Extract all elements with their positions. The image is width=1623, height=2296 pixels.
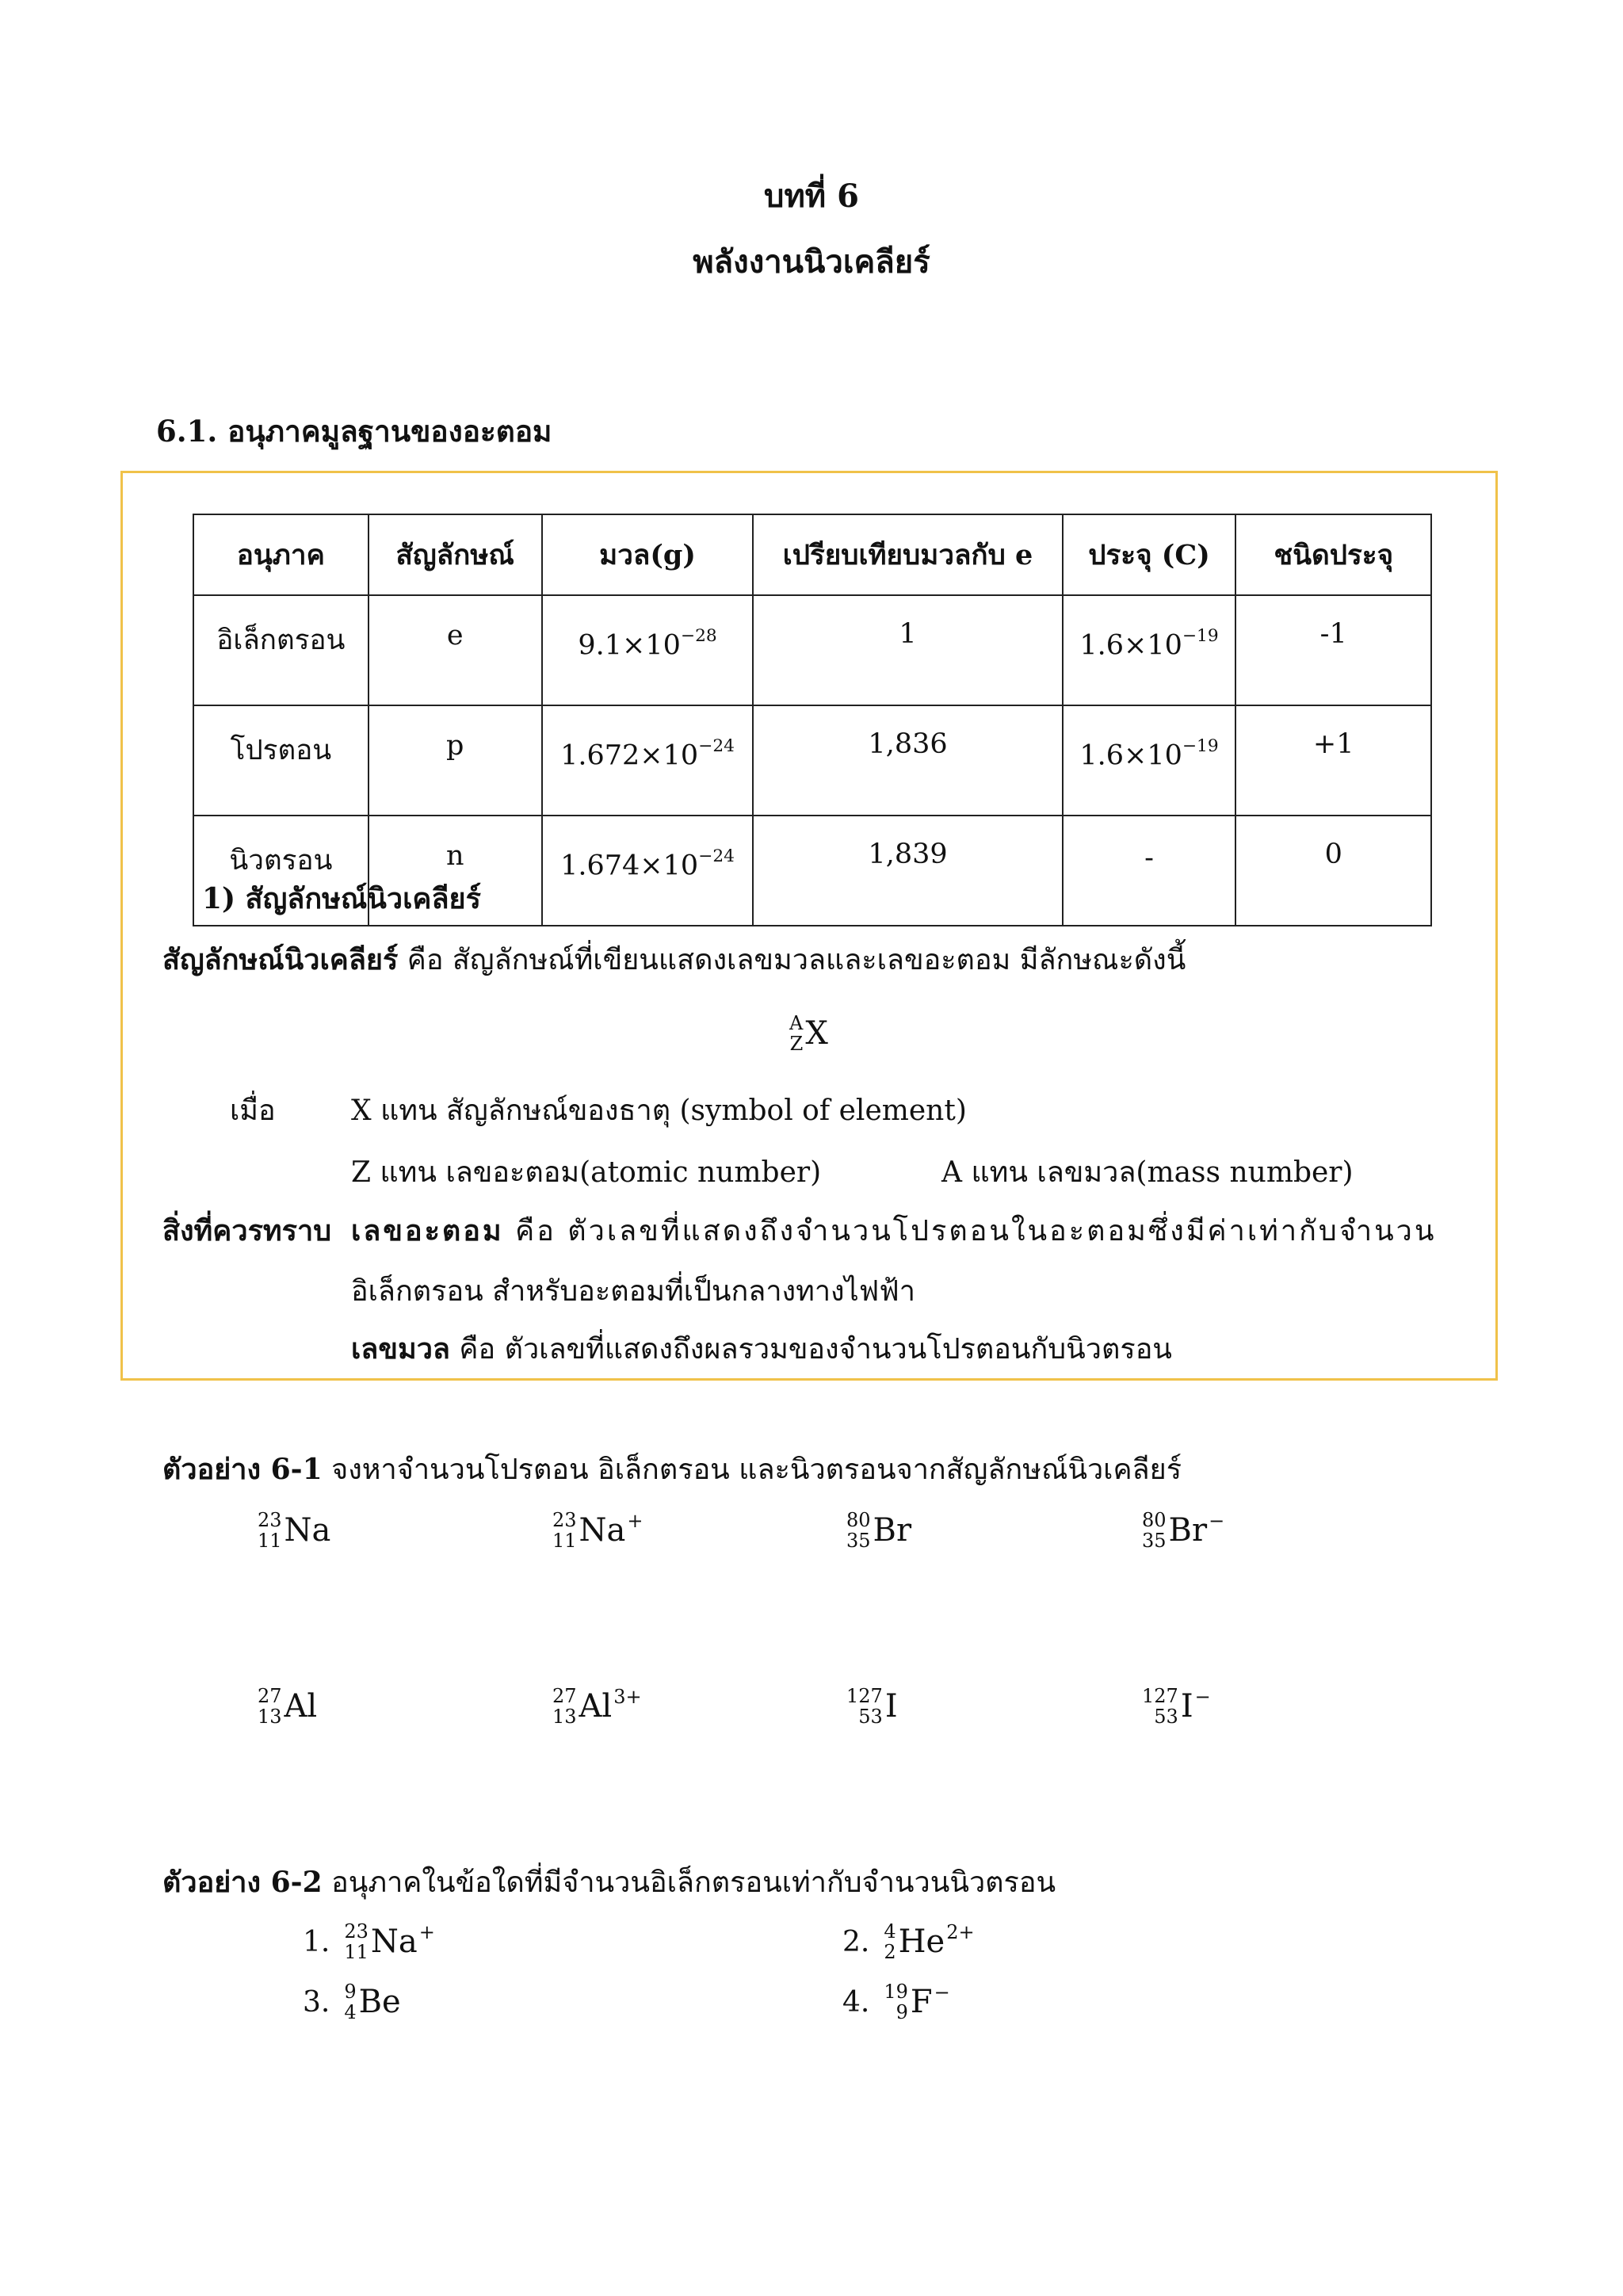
mass-number-definition — [351, 1326, 1172, 1371]
note-label: สิ่งที่ควรทราบ — [162, 1214, 332, 1247]
atomic-number: 13 — [258, 1706, 282, 1728]
mass-number: 127 — [846, 1685, 883, 1707]
cell-charge-type: 0 — [1235, 816, 1431, 926]
cell-ratio: 1 — [753, 595, 1062, 705]
col-header-mass: มวล(g) — [542, 514, 754, 595]
mass-text: คือ ตัวเลขที่แสดงถึงผลรวมของจำนวนโปรตอนกับนิวตรอน — [449, 1333, 1172, 1366]
element-symbol: Al — [284, 1688, 318, 1725]
element-symbol: I — [884, 1688, 898, 1725]
chapter-title: พลังงานนิวเคลียร์ — [693, 243, 930, 281]
atomic-number: 53 — [1154, 1706, 1178, 1728]
table-row — [193, 595, 1431, 705]
a-description: A แทน เลขมวล(mass number) — [941, 1156, 1354, 1189]
element-symbol: F — [910, 1984, 933, 2020]
atomic-number-definition-cont: อิเล็กตรอน สำหรับอะตอมที่เป็นกลางทางไฟฟ้า — [351, 1275, 915, 1308]
option-1 — [303, 1921, 435, 1962]
option-number: 2. — [842, 1925, 870, 1958]
example-1-prompt — [162, 1446, 1182, 1492]
cell-mass — [542, 816, 754, 926]
z-description: Z แทน เลขอะตอม(atomic number) — [351, 1156, 822, 1189]
ion-charge: + — [627, 1510, 643, 1532]
definition-term: สัญลักษณ์นิวเคลียร์ — [162, 943, 399, 976]
table-row — [193, 705, 1431, 816]
mass-exponent: −24 — [698, 736, 735, 756]
col-header-particle: อนุภาค — [193, 514, 369, 595]
mass-number: 80 — [846, 1509, 871, 1531]
nuclide — [1142, 1686, 1211, 1727]
cell-particle: อิเล็กตรอน — [193, 595, 369, 705]
mass-term: เลขมวล — [351, 1332, 450, 1366]
element-symbol: He — [898, 1924, 945, 1960]
mass-number: 27 — [552, 1685, 577, 1707]
element-symbol: Na — [370, 1924, 418, 1960]
cell-symbol: n — [369, 816, 542, 926]
nuclear-symbol-definition — [162, 937, 1186, 982]
when-label: เมื่อ — [230, 1095, 276, 1127]
cell-charge — [1063, 595, 1236, 705]
mass-number: 127 — [1142, 1685, 1178, 1707]
element-symbol: Br — [1168, 1512, 1208, 1549]
mass-exponent: −28 — [680, 626, 717, 646]
nuclide — [846, 1510, 913, 1551]
example-1-text: จงหาจำนวนโปรตอน อิเล็กตรอน และนิวตรอนจากสัญลักษณ์นิวเคลียร์ — [322, 1454, 1182, 1486]
element-symbol: Na — [284, 1512, 331, 1549]
particle-table — [193, 514, 1432, 926]
option-4 — [842, 1981, 950, 2023]
atomic-number: 4 — [344, 2001, 357, 2023]
mass-mantissa: 1.672×10 — [560, 739, 699, 772]
col-header-ratio: เปรียบเทียบมวลกับ e — [753, 514, 1062, 595]
option-number: 3. — [303, 1985, 330, 2019]
cell-charge — [1063, 705, 1236, 816]
atomic-number: Z — [789, 1033, 804, 1055]
element-symbol: Br — [873, 1512, 912, 1549]
ion-charge: − — [934, 1981, 950, 2004]
mass-number: 4 — [884, 1920, 896, 1943]
x-description: X แทน สัญลักษณ์ของธาตุ (symbol of element) — [351, 1095, 967, 1127]
atomic-text: คือ ตัวเลขที่แสดงถึงจำนวนโปรตอนในอะตอมซึ่งมีค่าเท่ากับจำนวน — [503, 1215, 1437, 1247]
nuclide — [258, 1686, 319, 1727]
cell-charge-type: +1 — [1235, 705, 1431, 816]
charge-exponent: −19 — [1182, 736, 1219, 756]
cell-ratio: 1,836 — [753, 705, 1062, 816]
element-symbol: Al — [579, 1688, 613, 1725]
charge-mantissa: 1.6×10 — [1079, 739, 1182, 772]
ion-charge: − — [1209, 1510, 1225, 1532]
element-symbol: Na — [579, 1512, 626, 1549]
cell-particle: โปรตอน — [193, 705, 369, 816]
table-header-row — [193, 514, 1431, 595]
mass-number: 23 — [344, 1920, 369, 1943]
atomic-term: เลขอะตอม — [351, 1214, 504, 1247]
charge-mantissa: 1.6×10 — [1079, 629, 1182, 662]
atomic-number: 11 — [344, 1941, 369, 1963]
mass-number: 9 — [344, 1981, 357, 2003]
example-2-label: ตัวอย่าง 6-2 — [162, 1866, 323, 1899]
cell-particle: นิวตรอน — [193, 816, 369, 926]
atomic-number: 9 — [896, 2001, 908, 2023]
charge-mantissa: - — [1144, 842, 1154, 874]
cell-mass — [542, 705, 754, 816]
example-2-prompt — [162, 1859, 1056, 1904]
cell-mass — [542, 595, 754, 705]
element-symbol: Be — [358, 1984, 401, 2020]
mass-number: 23 — [258, 1509, 282, 1531]
nuclide — [552, 1686, 642, 1727]
atomic-number-definition — [351, 1208, 1437, 1253]
col-header-charge-type: ชนิดประจุ — [1235, 514, 1431, 595]
mass-number: 23 — [552, 1509, 577, 1531]
nuclide — [552, 1510, 643, 1551]
atomic-number: 11 — [552, 1530, 577, 1552]
ion-charge: − — [1194, 1686, 1211, 1708]
mass-number: A — [789, 1012, 804, 1034]
cell-charge-type: -1 — [1235, 595, 1431, 705]
mass-number: 27 — [258, 1685, 282, 1707]
option-number: 1. — [303, 1925, 330, 1958]
generic-nuclide — [789, 1013, 828, 1054]
atomic-number: 35 — [1142, 1530, 1167, 1552]
example-1-label: ตัวอย่าง 6-1 — [162, 1453, 323, 1486]
atomic-number: 35 — [846, 1530, 871, 1552]
cell-charge — [1063, 816, 1236, 926]
cell-ratio: 1,839 — [753, 816, 1062, 926]
atomic-number: 13 — [552, 1706, 577, 1728]
atomic-number: 11 — [258, 1530, 282, 1552]
example-2-text: อนุภาคในข้อใดที่มีจำนวนอิเล็กตรอนเท่ากับจำนวนนิวตรอน — [322, 1866, 1056, 1899]
element-symbol: X — [805, 1015, 828, 1052]
option-3 — [303, 1981, 403, 2023]
charge-exponent: −19 — [1182, 626, 1219, 646]
element-symbol: I — [1180, 1688, 1193, 1725]
mass-mantissa: 9.1×10 — [578, 629, 681, 662]
mass-number: 80 — [1142, 1509, 1167, 1531]
definition-text: คือ สัญลักษณ์ที่เขียนแสดงเลขมวลและเลขอะตอม มีลักษณะดังนี้ — [398, 944, 1186, 976]
cell-symbol: p — [369, 705, 542, 816]
ion-charge: + — [418, 1921, 435, 1943]
nuclide — [846, 1686, 899, 1727]
col-header-symbol: สัญลักษณ์ — [369, 514, 542, 595]
nuclide — [258, 1510, 332, 1551]
atomic-number: 53 — [858, 1706, 883, 1728]
section-heading: 6.1. อนุภาคมูลฐานของอะตอม — [156, 414, 552, 449]
chapter-number: บทที่ 6 — [764, 178, 859, 215]
mass-exponent: −24 — [698, 846, 735, 866]
mass-number: 19 — [884, 1981, 908, 2003]
option-number: 4. — [842, 1985, 870, 2019]
ion-charge: 2+ — [946, 1921, 975, 1943]
nuclear-symbol-heading: 1) สัญลักษณ์นิวเคลียร์ — [202, 882, 481, 915]
option-2 — [842, 1921, 975, 1962]
ion-charge: 3+ — [613, 1686, 642, 1708]
mass-mantissa: 1.674×10 — [560, 850, 699, 882]
col-header-charge: ประจุ (C) — [1063, 514, 1236, 595]
atomic-number: 2 — [884, 1941, 896, 1963]
nuclide — [1142, 1510, 1224, 1551]
cell-symbol: e — [369, 595, 542, 705]
